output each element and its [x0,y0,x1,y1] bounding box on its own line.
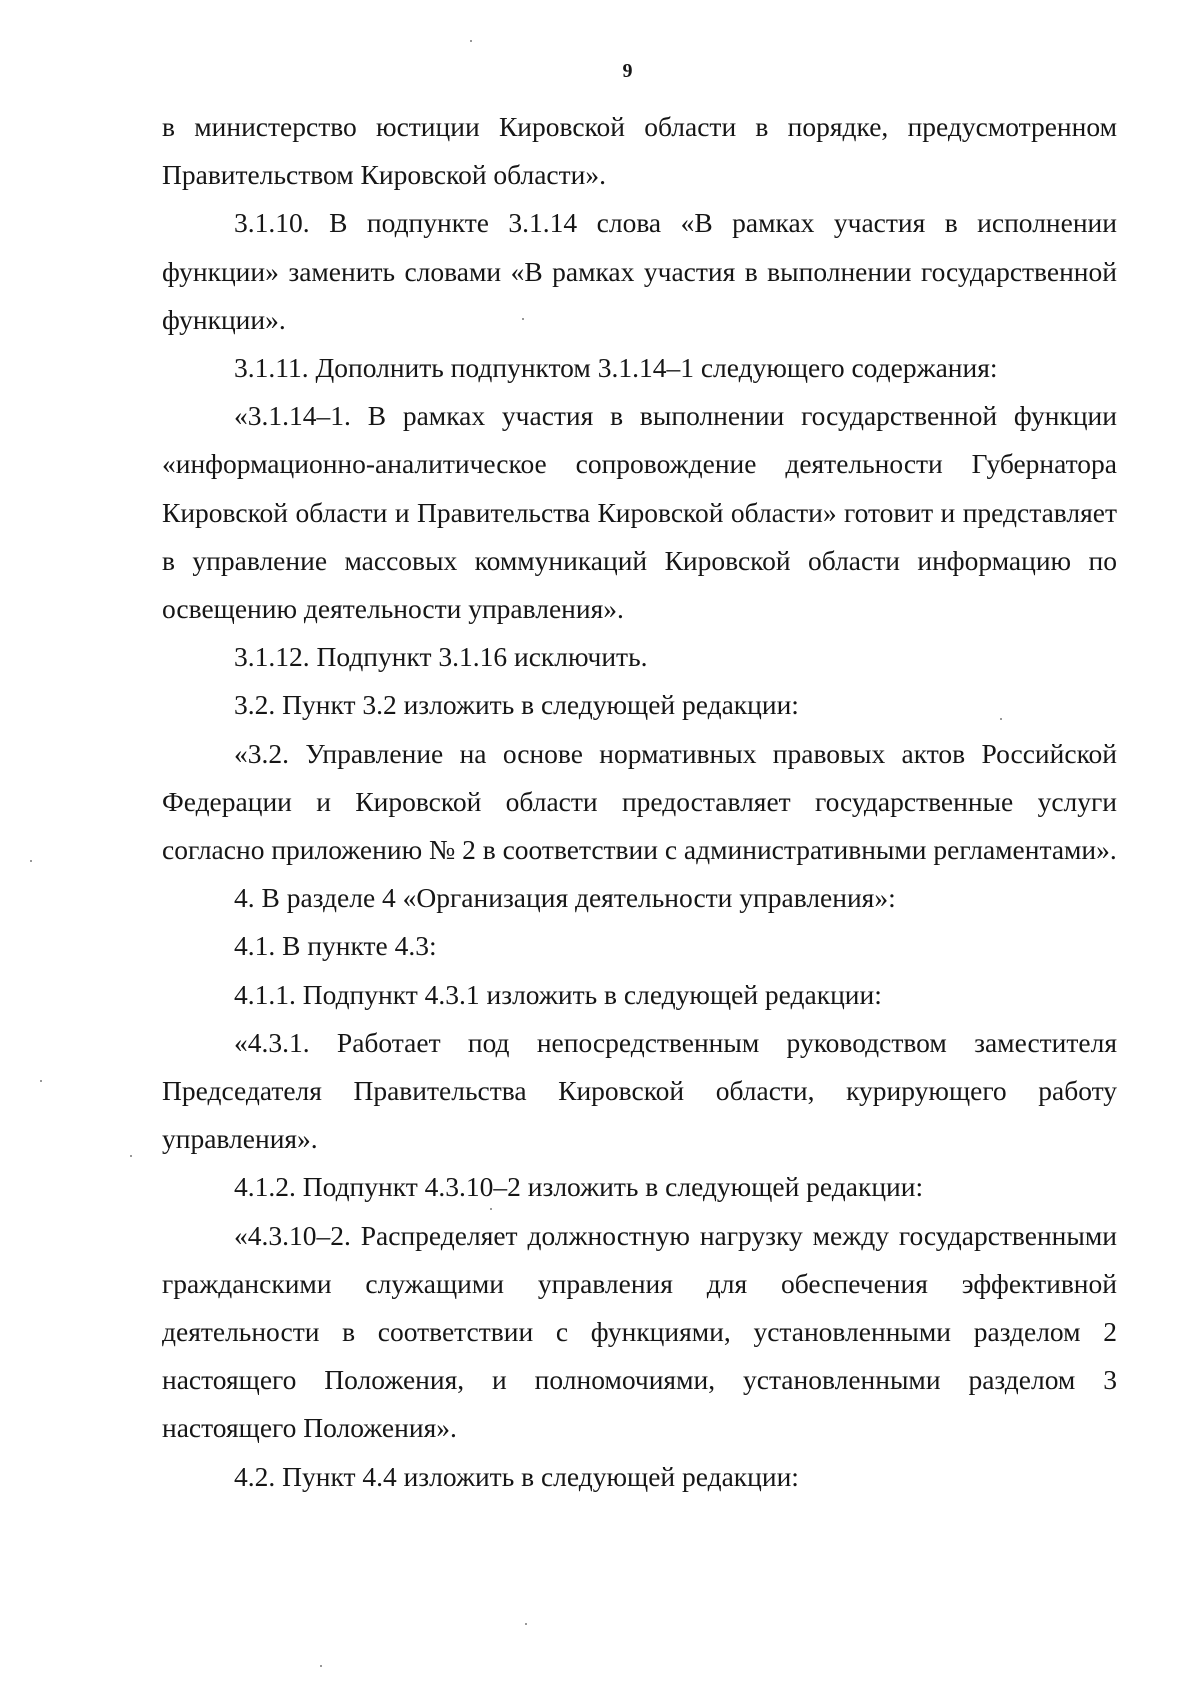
scan-speck [30,860,32,862]
scan-speck [320,1665,322,1667]
paragraph: «4.3.10–2. Распределяет должностную нагрузку между государственными гражданскими служащими управления для обеспечения эффективной деятельности в соответствии с функциями, установленными разделом 2 настоящего Положения, и полномочиями, установленными разделом 3 настоящего Положения». [162,1219,1117,1444]
scan-speck [1000,718,1002,720]
page-number: 9 [622,60,633,82]
paragraph: 4.1. В пункте 4.3: [234,930,437,962]
paragraph: 4.1.2. Подпункт 4.3.10–2 изложить в следующей редакции: [234,1171,924,1203]
paragraph: 4. В разделе 4 «Организация деятельности управления»: [234,882,896,914]
scan-speck [130,1155,132,1157]
paragraph: 3.1.12. Подпункт 3.1.16 исключить. [234,641,648,673]
paragraph: 3.2. Пункт 3.2 изложить в следующей редакции: [234,689,799,721]
scan-speck [525,1623,527,1625]
paragraph: «3.2. Управление на основе нормативных правовых актов Российской Федерации и Кировской области предоставляет государственные услуги согласно приложению № 2 в соответствии с административными регламентами». [162,737,1117,866]
scan-speck [490,1208,492,1210]
scan-speck [40,1080,42,1082]
document-body [162,103,1117,1501]
paragraph: «4.3.1. Работает под непосредственным руководством заместителя Председателя Правительства Кировской области, курирующего работу управления». [162,1026,1117,1155]
paragraph: в министерство юстиции Кировской области в порядке, предусмотренном Правительством Кировской области». [162,111,1117,191]
scan-speck [522,318,524,320]
paragraph: 4.1.1. Подпункт 4.3.1 изложить в следующей редакции: [234,978,882,1010]
paragraph: 3.1.10. В подпункте 3.1.14 слова «В рамках участия в исполнении функции» заменить словами «В рамках участия в выполнении государственной функции». [162,207,1117,335]
paragraph: 4.2. Пункт 4.4 изложить в следующей редакции: [234,1460,799,1492]
paragraph: «3.1.14–1. В рамках участия в выполнении государственной функции «информационно-аналитическое сопровождение деятельности Губернатора Кировской области и Правительства Кировской области» готовит и представляет в управление массовых коммуникаций Кировской области информацию по освещению деятельности управления». [162,400,1117,625]
paragraph: 3.1.11. Дополнить подпунктом 3.1.14–1 следующего содержания: [234,352,998,384]
scan-speck [470,40,472,42]
